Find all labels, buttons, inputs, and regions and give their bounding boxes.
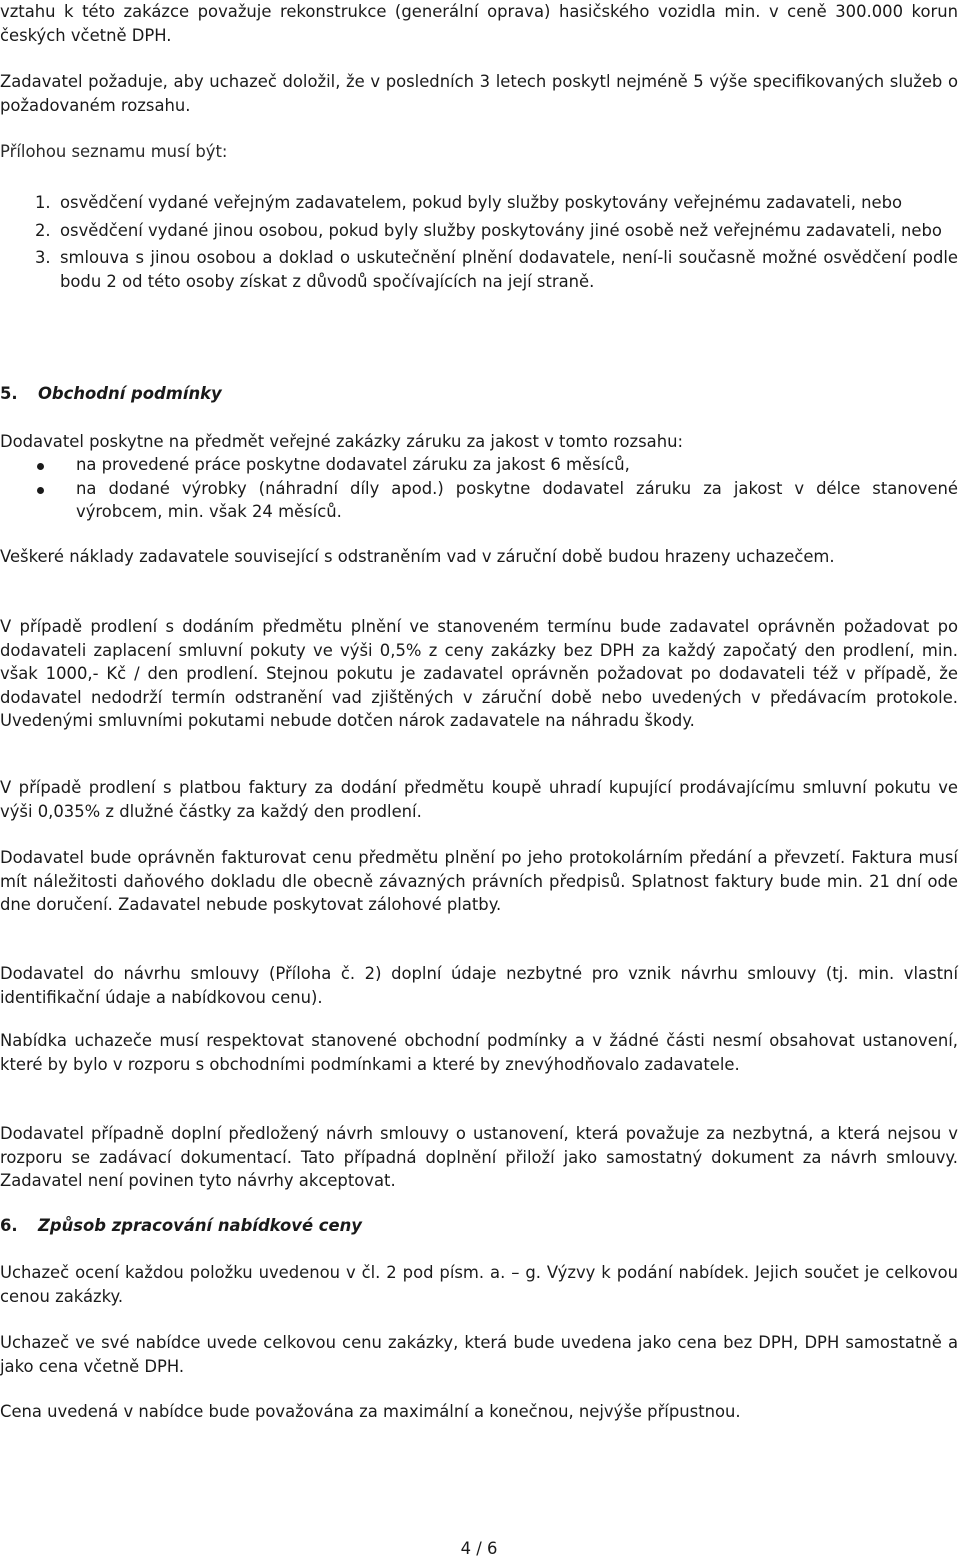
bullet-icon [37,463,44,470]
list-item-text: smlouva s jinou osobou a doklad o uskutečnění plnění dodavatele, není-li současně možné osvědčení podle bodu 2 od této osoby získat z důvodů spočívajících na její straně. [60,248,958,291]
paragraph-warranty-costs: Veškeré náklady zadavatele související s odstraněním vad v záruční době budou hrazeny uchazečem. [0,547,835,566]
list-item-number: 3. [35,248,51,267]
list-item [0,219,958,243]
list-item [0,191,958,215]
paragraph-price-requirement: vztahu k této zakázce považuje rekonstrukce (generální oprava) hasičského vozidla min. v ceně 300.000 korun českých včetně DPH. [0,2,958,45]
warranty-bullet-list [0,453,958,524]
list-item-text: osvědčení vydané jinou osobou, pokud byly služby poskytovány jiné osobě než veřejnému zadavateli, nebo [60,220,942,240]
bullet-text: na provedené práce poskytne dodavatel záruku za jakost 6 měsíců, [76,455,630,474]
paragraph-respect-conditions: Nabídka uchazeče musí respektovat stanovené obchodní podmínky a v žádné části nesmí obsahovat ustanovení, které by bylo v rozporu s obchodními podmínkami a které by znevýhodňovalo zadavatele. [0,1031,958,1074]
paragraph-payment-penalty: V případě prodlení s platbou faktury za dodání předmětu koupě uhradí kupující prodávajícímu smluvní pokutu ve výši 0,035% z dlužné částky za každý den prodlení. [0,778,958,821]
paragraph-total-price: Uchazeč ve své nabídce uvede celkovou cenu zakázky, která bude uvedena jako cena bez DPH, DPH samostatně a jako cena včetně DPH. [0,1333,958,1376]
bullet-item [0,453,958,477]
section-number: 5. [0,384,18,403]
paragraph-max-price: Cena uvedená v nabídce bude považována za maximální a konečnou, nejvýše přípustnou. [0,1402,741,1421]
list-item-number: 1. [35,193,51,212]
paragraph-contract-supplement: Dodavatel případně doplní předložený návrh smlouvy o ustanovení, která považuje za nezbytná, a která nejsou v rozporu se zadávací dokumentací. Tato případná doplnění přiloží jako samostatný dokument za návrh smlouvy. Zadavatel není povinen tyto návrhy akceptovat. [0,1124,958,1190]
bullet-text: na dodané výrobky (náhradní díly apod.) poskytne dodavatel záruku za jakost v délce stanovené výrobcem, min. však 24 měsíců. [76,478,958,521]
paragraph-attachment-intro: Přílohou seznamu musí být: [0,142,228,161]
paragraph-warranty-intro: Dodavatel poskytne na předmět veřejné zakázky záruku za jakost v tomto rozsahu: [0,432,684,451]
paragraph-invoicing: Dodavatel bude oprávněn fakturovat cenu předmětu plnění po jeho protokolárním předání a převzetí. Faktura musí mít náležitosti daňového dokladu dle obecně závazných právních předpisů. Splatnost faktury bude min. 21 dní ode dne doručení. Zadavatel nebude poskytovat zálohové platby. [0,848,958,914]
bullet-item [0,477,958,524]
list-item [0,246,958,293]
paragraph-contract-draft: Dodavatel do návrhu smlouvy (Příloha č. 2) doplní údaje nezbytné pro vznik návrhu smlouvy (tj. min. vlastní identifikační údaje a nabídkovou cenu). [0,964,958,1007]
paragraph-experience-requirement: Zadavatel požaduje, aby uchazeč doložil, že v posledních 3 letech poskytl nejméně 5 výše specifikovaných služeb o požadovaném rozsahu. [0,72,958,115]
section-heading-5 [0,382,222,406]
section-number: 6. [0,1216,18,1235]
list-item-text: osvědčení vydané veřejným zadavatelem, pokud byly služby poskytovány veřejnému zadavateli, nebo [60,193,903,212]
paragraph-delay-penalty: V případě prodlení s dodáním předmětu plnění ve stanoveném termínu bude zadavatel oprávněn požadovat po dodavateli zaplacení smluvní pokuty ve výši 0,5% z ceny zakázky bez DPH za každý započatý den prodlení, min. však 1000,- Kč / den prodlení. Stejnou pokutu je zadavatel oprávněn požadovat po dodavateli též v případě, že dodavatel nedodrží termín odstranění vad zjištěných v záruční době nebo uvedených v předávacím protokole. Uvedenými smluvními pokutami nebude dotčen nárok zadavatele na náhradu škody. [0,617,958,730]
certificate-list [0,191,958,293]
section-title: Způsob zpracování nabídkové ceny [38,1216,362,1235]
bullet-icon [37,487,44,494]
page-number: 4 / 6 [460,1539,498,1558]
section-heading-6 [0,1214,362,1238]
section-title: Obchodní podmínky [38,384,222,403]
list-item-number: 2. [35,220,51,240]
paragraph-price-items: Uchazeč ocení každou položku uvedenou v čl. 2 pod písm. a. – g. Výzvy k podání nabídek. Jejich součet je celkovou cenou zakázky. [0,1263,958,1306]
